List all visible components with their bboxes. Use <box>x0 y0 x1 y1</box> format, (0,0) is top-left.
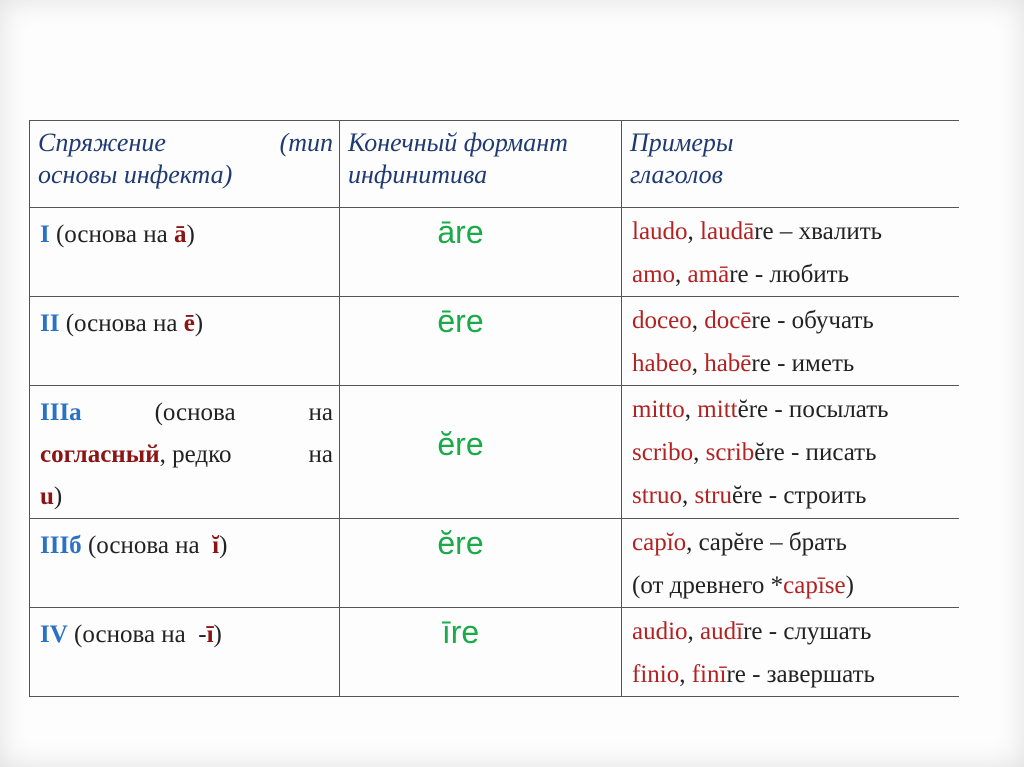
example-sep: , <box>687 218 701 245</box>
conjugation-cell <box>30 208 340 297</box>
example-rest: re – хвалить <box>754 218 883 245</box>
table-row <box>30 608 959 697</box>
example-stem: stru <box>694 482 732 509</box>
stem-desc-close: ) <box>194 310 204 337</box>
example-present: finio <box>632 661 680 688</box>
example-stem: mitt <box>697 396 738 423</box>
example-stem: audī <box>700 618 744 645</box>
example-line <box>632 564 955 607</box>
header-ending <box>340 121 622 208</box>
example-present: audio <box>632 618 688 645</box>
stem-desc-close: ) <box>186 221 195 248</box>
table-row <box>30 208 959 297</box>
conjugation-number: II <box>40 310 60 337</box>
example-rest: re - любить <box>729 261 850 288</box>
conjugation-number: IIIа <box>40 399 82 426</box>
example-rest: ĕre - писать <box>754 439 877 466</box>
stem-desc-close: ) <box>213 621 222 648</box>
infinitive-ending: ĕre <box>437 426 484 462</box>
conjugation-cell <box>30 519 340 608</box>
example-sep: , <box>684 396 698 423</box>
header-conjugation-word: Спряжение <box>38 128 166 157</box>
examples-cell <box>622 608 959 697</box>
conjugation-table <box>29 120 959 697</box>
example-rest: re - слушать <box>743 618 872 645</box>
infinitive-ending: īre <box>441 614 480 650</box>
examples-cell <box>622 208 959 297</box>
stem-desc-on: на <box>308 399 333 426</box>
ending-cell <box>340 608 622 697</box>
conjugation-number: I <box>40 221 50 248</box>
stem-desc-rarely: , редко <box>159 441 232 468</box>
example-rest: re - завершать <box>726 661 875 688</box>
ending-cell <box>340 519 622 608</box>
stem-desc-close: ) <box>53 483 63 510</box>
header-ending-line2: инфинитива <box>348 160 488 189</box>
ending-cell <box>340 386 622 519</box>
conjugation-number: IV <box>40 621 68 648</box>
stem-vowel: ā <box>173 221 187 248</box>
example-line <box>632 474 955 517</box>
conjugation-number: IIIб <box>40 532 82 559</box>
example-line <box>632 210 955 253</box>
table-row <box>30 519 959 608</box>
example-ancient-form: capīse <box>783 572 846 599</box>
example-present: doceo <box>632 307 692 334</box>
example-line <box>632 610 955 653</box>
header-conjugation-type: (тип <box>279 128 333 157</box>
example-line <box>632 388 955 431</box>
conjugation-cell <box>30 608 340 697</box>
example-present: capĭo <box>632 529 687 556</box>
example-stem: finī <box>691 661 727 688</box>
header-examples-line2: глаголов <box>630 160 723 189</box>
header-conjugation <box>30 121 340 208</box>
conjugation-cell <box>30 297 340 386</box>
infinitive-ending: āre <box>437 214 484 250</box>
example-sep: , <box>682 482 695 509</box>
example-stem: scrib <box>705 439 755 466</box>
stem-desc: (основа на - <box>67 621 207 648</box>
example-sep: , <box>693 439 706 466</box>
example-line <box>632 521 955 564</box>
header-examples-line1: Примеры <box>630 128 734 157</box>
stem-vowel: ē <box>183 310 195 337</box>
example-line <box>632 299 955 342</box>
example-present: scribo <box>632 439 694 466</box>
example-rest: ĕre - посылать <box>737 396 889 423</box>
example-rest: re - иметь <box>751 350 855 377</box>
example-line <box>632 431 955 474</box>
example-line <box>632 342 955 385</box>
stem-vowel: ī <box>206 621 214 648</box>
stem-consonant: согласный <box>40 441 160 468</box>
example-present: struo <box>632 482 682 509</box>
stem-desc: (основа на <box>59 310 184 337</box>
example-present: laudo <box>632 218 688 245</box>
example-sep: , <box>687 618 701 645</box>
example-rest: capĕre – брать <box>698 529 847 556</box>
header-ending-line1: Конечный формант <box>348 128 568 157</box>
example-sep: , <box>691 307 705 334</box>
examples-cell <box>622 519 959 608</box>
example-sep: , <box>675 261 688 288</box>
stem-vowel: ĭ <box>212 532 220 559</box>
table-row <box>30 386 959 519</box>
example-stem: amā <box>687 261 730 288</box>
example-line <box>632 253 955 296</box>
table-row <box>30 297 959 386</box>
example-note-pre: (от древнего * <box>632 572 784 599</box>
stem-vowel: u <box>40 483 54 510</box>
header-examples <box>622 121 959 208</box>
header-row <box>30 121 959 208</box>
example-present: habeo <box>632 350 692 377</box>
example-stem: habē <box>704 350 752 377</box>
conjugation-cell <box>30 386 340 519</box>
examples-cell <box>622 297 959 386</box>
example-rest: re - обучать <box>751 307 874 334</box>
example-sep: , <box>691 350 705 377</box>
example-line <box>632 653 955 696</box>
example-present: amo <box>632 261 676 288</box>
ending-cell <box>340 297 622 386</box>
stem-desc-close: ) <box>219 532 228 559</box>
stem-desc: (основа <box>154 399 236 426</box>
example-stem: docē <box>704 307 752 334</box>
example-stem: laudā <box>700 218 755 245</box>
example-rest: ĕre - строить <box>732 482 867 509</box>
example-note-post: ) <box>845 572 854 599</box>
example-sep: , <box>679 661 692 688</box>
stem-desc: (основа на <box>81 532 213 559</box>
ending-cell <box>340 208 622 297</box>
header-conjugation-line2: основы инфекта) <box>38 160 233 189</box>
examples-cell <box>622 386 959 519</box>
infinitive-ending: ēre <box>437 303 484 339</box>
example-sep: , <box>686 529 699 556</box>
example-present: mitto <box>632 396 685 423</box>
stem-desc-on2: на <box>308 441 333 468</box>
stem-desc: (основа на <box>49 221 174 248</box>
infinitive-ending: ĕre <box>437 525 484 561</box>
